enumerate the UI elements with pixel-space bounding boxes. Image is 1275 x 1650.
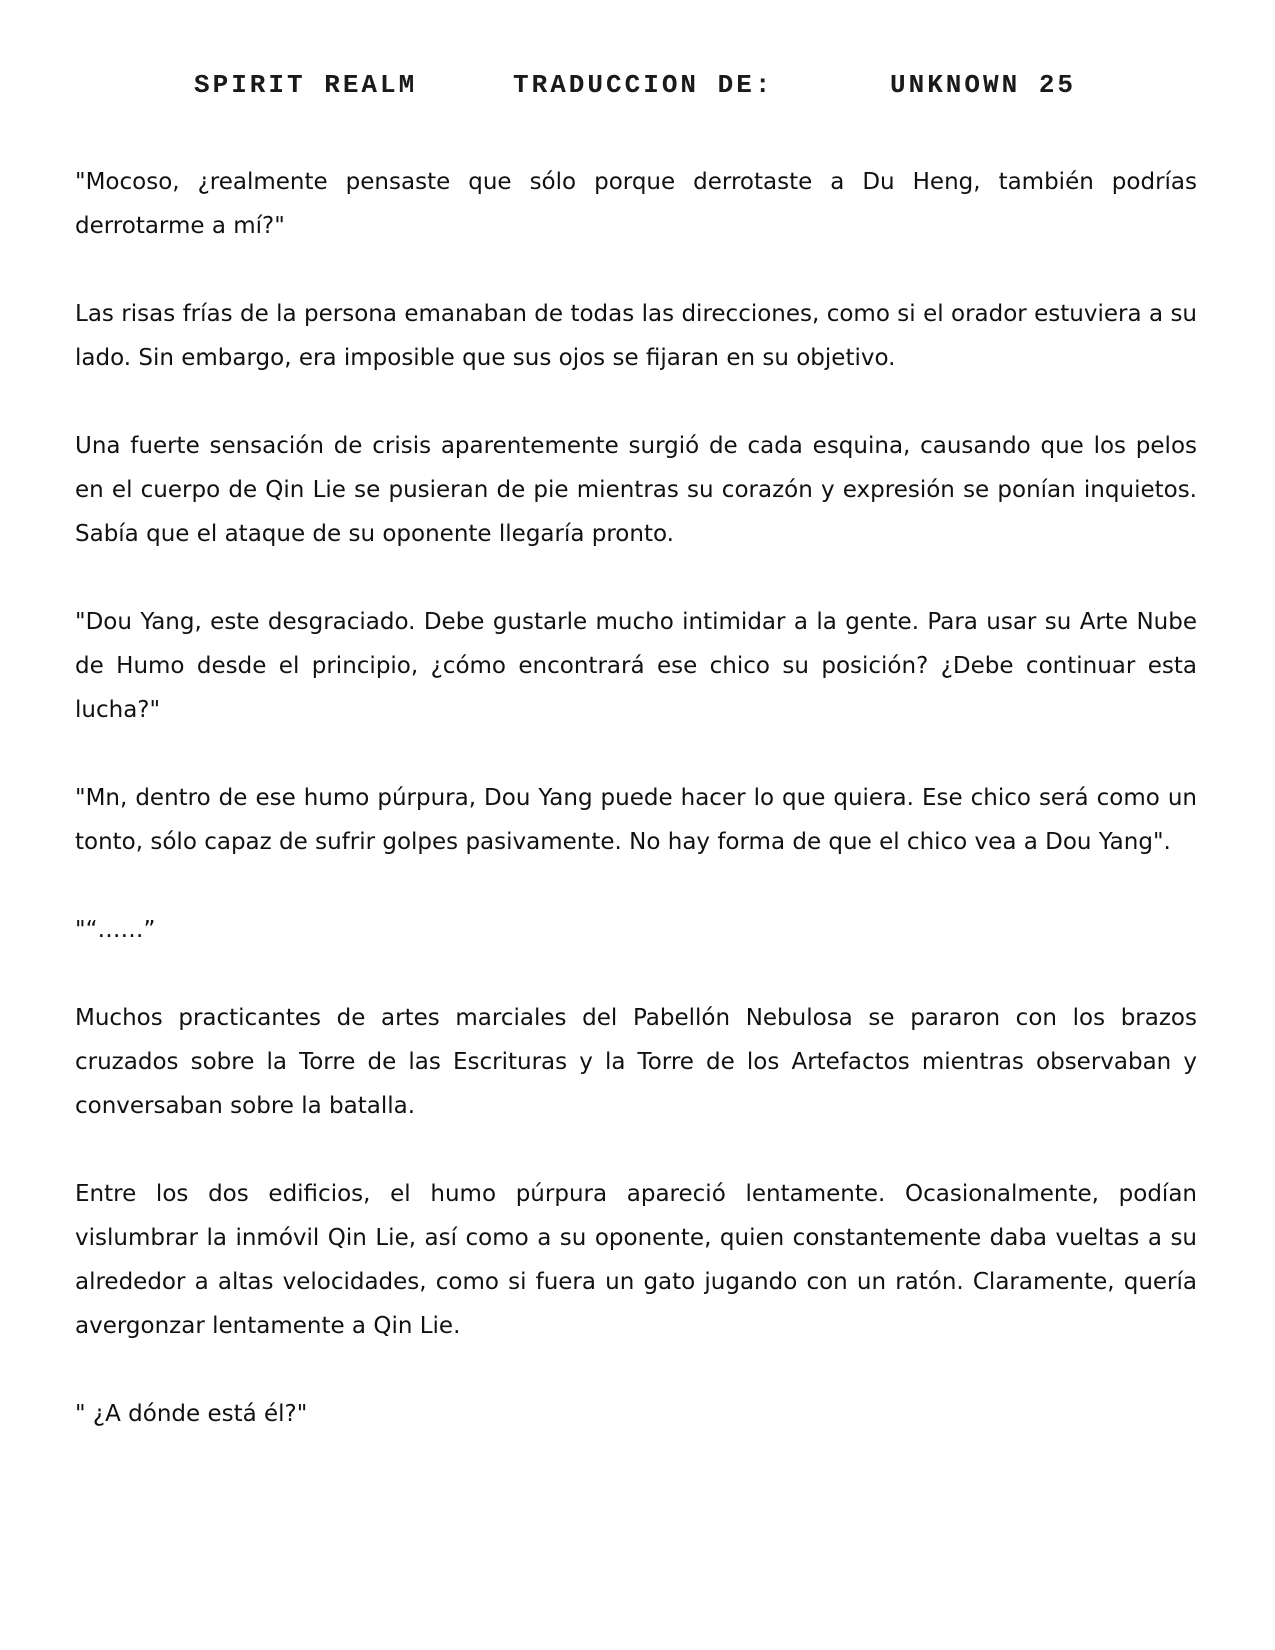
paragraph: "Dou Yang, este desgraciado. Debe gustarle mucho intimidar a la gente. Para usar su Arte Nube de Humo desde el principio, ¿cómo encontrará ese chico su posición? ¿Debe continuar esta lucha?" xyxy=(75,609,1197,723)
page-header xyxy=(0,70,1275,110)
header-translation-label: TRADUCCION DE: xyxy=(513,70,774,100)
paragraph: "Mn, dentro de ese humo púrpura, Dou Yang puede hacer lo que quiera. Ese chico será como un tonto, sólo capaz de sufrir golpes pasivamente. No hay forma de que el chico vea a Dou Yang". xyxy=(75,785,1197,855)
paragraph: " ¿A dónde está él?" xyxy=(75,1401,308,1427)
header-series-title: SPIRIT REALM xyxy=(194,70,418,100)
paragraph: "“……” xyxy=(75,917,156,943)
header-translator-name: UNKNOWN 25 xyxy=(890,70,1077,100)
paragraph: Entre los dos edificios, el humo púrpura apareció lentamente. Ocasionalmente, podían vislumbrar la inmóvil Qin Lie, así como a su oponente, quien constantemente daba vueltas a su alrededor a altas velocidades, como si fuera un gato jugando con un ratón. Claramente, quería avergonzar lentamente a Qin Lie. xyxy=(75,1181,1197,1339)
paragraph: "Mocoso, ¿realmente pensaste que sólo porque derrotaste a Du Heng, también podrías derrotarme a mí?" xyxy=(75,169,1197,239)
paragraph: Una fuerte sensación de crisis aparentemente surgió de cada esquina, causando que los pelos en el cuerpo de Qin Lie se pusieran de pie mientras su corazón y expresión se ponían inquietos. Sabía que el ataque de su oponente llegaría pronto. xyxy=(75,433,1197,547)
paragraph: Muchos practicantes de artes marciales del Pabellón Nebulosa se pararon con los brazos cruzados sobre la Torre de las Escrituras y la Torre de los Artefactos mientras observaban y conversaban sobre la batalla. xyxy=(75,1005,1197,1119)
paragraph: Las risas frías de la persona emanaban de todas las direcciones, como si el orador estuviera a su lado. Sin embargo, era imposible que sus ojos se fijaran en su objetivo. xyxy=(75,301,1197,371)
document-body xyxy=(75,160,1197,1480)
